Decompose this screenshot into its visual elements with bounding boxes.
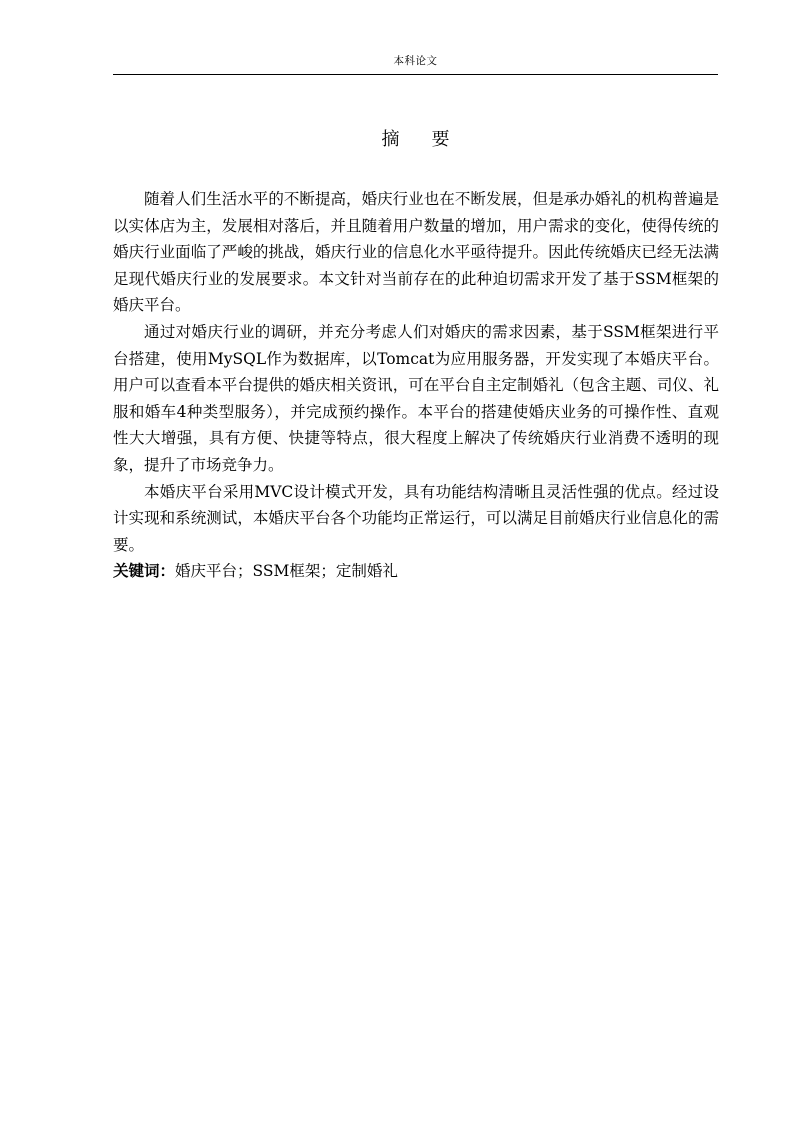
- abstract-title-char-2: 要: [431, 129, 450, 150]
- keywords-label: 关键词：: [113, 561, 176, 581]
- running-title: 本科论文: [393, 55, 438, 67]
- abstract-title-char-1: 摘: [381, 129, 400, 150]
- keywords-text: 婚庆平台；SSM框架；定制婚礼: [175, 562, 398, 581]
- abstract-paragraph-1: 随着人们生活水平的不断提高，婚庆行业也在不断发展，但是承办婚礼的机构普遍是以实体店为主，发展相对落后，并且随着用户数量的增加，用户需求的变化，使得传统的婚庆行业面临了严峻的挑战，婚庆行业的信息化水平亟待提升。因此传统婚庆已经无法满足现代婚庆行业的发展要求。本文针对当前存在的此种迫切需求开发了基于SSM框架的婚庆平台。: [113, 190, 719, 315]
- abstract-body: [113, 186, 719, 585]
- abstract-paragraph-3: 本婚庆平台采用MVC设计模式开发，具有功能结构清晰且灵活性强的优点。经过设计实现和系统测试，本婚庆平台各个功能均正常运行，可以满足目前婚庆行业信息化的需要。: [113, 482, 719, 554]
- page-header: [113, 52, 718, 75]
- abstract-title: [113, 128, 718, 152]
- abstract-paragraph-2: 通过对婚庆行业的调研，并充分考虑人们对婚庆的需求因素，基于SSM框架进行平台搭建，使用MySQL作为数据库，以Tomcat为应用服务器，开发实现了本婚庆平台。用户可以查看本平台提供的婚庆相关资讯，可在平台自主定制婚礼（包含主题、司仪、礼服和婚车4种类型服务），并完成预约操作。本平台的搭建使婚庆业务的可操作性、直观性大大增强，具有方便、快捷等特点，很大程度上解决了传统婚庆行业消费不透明的现象，提升了市场竞争力。: [113, 322, 719, 474]
- keywords-line: [113, 558, 719, 585]
